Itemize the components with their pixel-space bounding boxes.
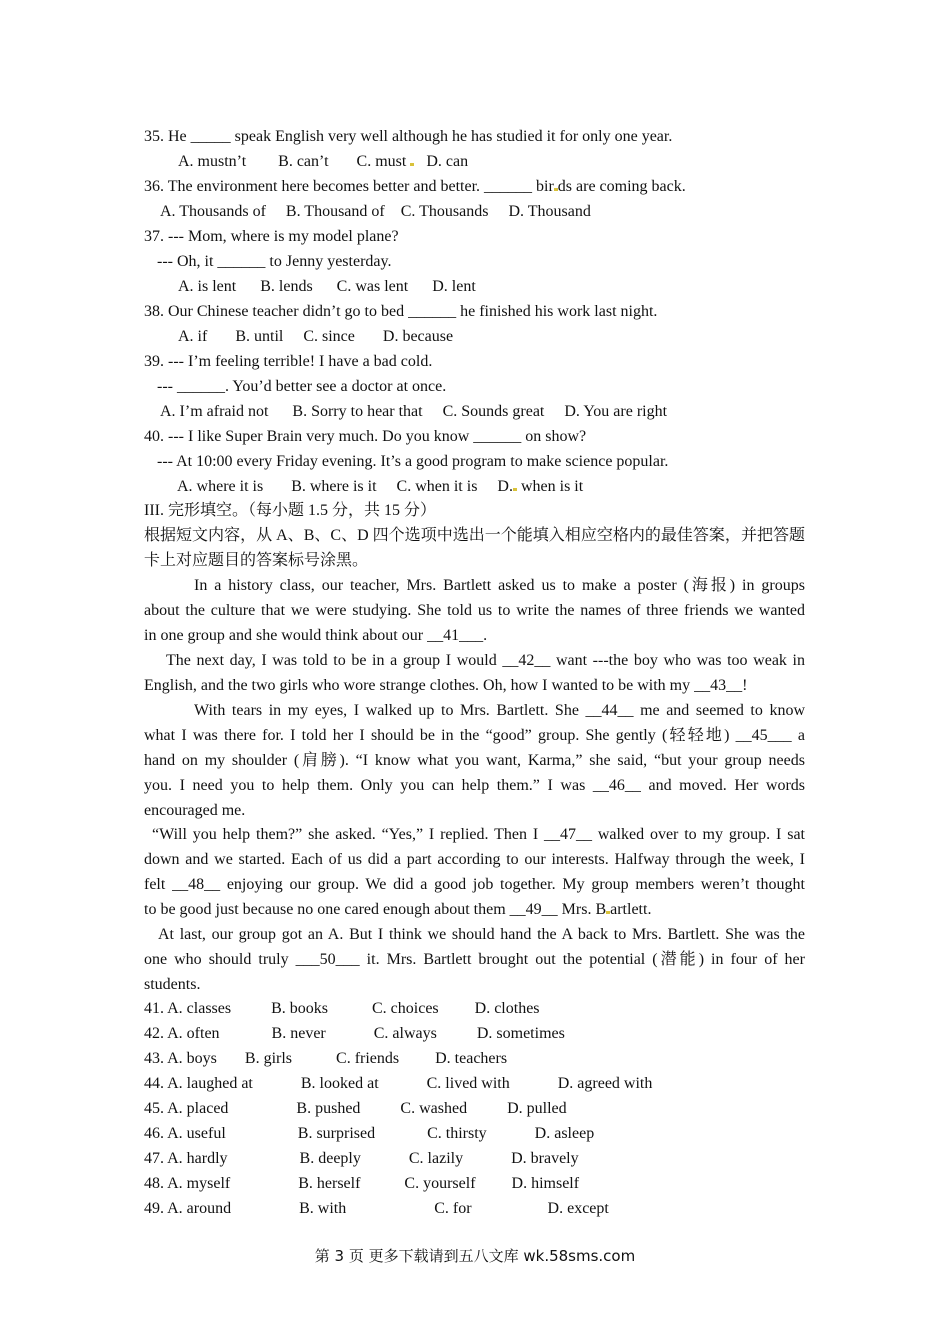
section-title: III. 完形填空。（每小题 1.5 分，共 15 分） bbox=[144, 502, 436, 519]
passage-line: one who should truly ___50___ it. Mrs. Bartlett brought out the potential (潜能) in four of her bbox=[144, 951, 805, 968]
question-37-options: A. is lent B. lends C. was lent D. lent bbox=[178, 278, 476, 295]
question-38-stem: 38. Our Chinese teacher didn’t go to bed ______ he finished his work last night. bbox=[144, 303, 658, 320]
passage-line: With tears in my eyes, I walked up to Mrs. Bartlett. She __44__ me and seemed to know bbox=[194, 702, 805, 719]
question-39-stem: 39. --- I’m feeling terrible! I have a bad cold. bbox=[144, 353, 433, 370]
choice-row-42: 42. A. often B. never C. always D. sometimes bbox=[144, 1025, 565, 1042]
choice-row-41: 41. A. classes B. books C. choices D. clothes bbox=[144, 1000, 540, 1017]
choice-row-45: 45. A. placed B. pushed C. washed D. pulled bbox=[144, 1100, 567, 1117]
question-40-reply: --- At 10:00 every Friday evening. It’s a good program to make science popular. bbox=[157, 453, 669, 470]
question-35-options: A. mustn’t B. can’t C. must D. can bbox=[178, 153, 469, 170]
question-37-stem: 37. --- Mom, where is my model plane? bbox=[144, 228, 399, 245]
page-footer: 第 3 页 更多下载请到五八文库 wk.58sms.com bbox=[314, 1247, 636, 1265]
passage-line: to be good just because no one cared enough about them __49__ Mrs. B artlett. bbox=[144, 901, 652, 918]
highlight-mark bbox=[410, 163, 414, 166]
passage-line: what I was there for. I told her I should be in the “good” group. She gently (轻轻地) __45___ a bbox=[144, 727, 805, 744]
question-39-reply: --- ______. You’d better see a doctor at once. bbox=[157, 378, 447, 395]
passage-line: hand on my shoulder (肩膀). “I know what you want, Karma,” she said, “but your group needs bbox=[144, 752, 805, 769]
choice-row-43: 43. A. boys B. girls C. friends D. teachers bbox=[144, 1050, 508, 1067]
passage-line: “Will you help them?” she asked. “Yes,” I replied. Then I __47__ walked over to my group. I sat bbox=[152, 826, 805, 843]
passage-line: felt __48__ enjoying our group. We did a good job together. My group members weren’t thought bbox=[144, 876, 805, 893]
question-39-options: A. I’m afraid not B. Sorry to hear that C. Sounds great D. You are right bbox=[160, 403, 668, 420]
section-instruction-line-1: 根据短文内容，从 A、B、C、D 四个选项中选出一个能填入相应空格内的最佳答案，并把答题 bbox=[144, 527, 805, 544]
choice-row-49: 49. A. around B. with C. for D. except bbox=[144, 1200, 609, 1217]
question-40-options: A. where it is B. where is it C. when it is D. when is it bbox=[177, 478, 584, 495]
section-instruction-line-2: 卡上对应题目的答案标号涂黑。 bbox=[144, 552, 369, 569]
passage-line: you. I need you to help them. Only you can help them.” I was __46__ and moved. Her words bbox=[144, 777, 805, 794]
question-40-stem: 40. --- I like Super Brain very much. Do you know ______ on show? bbox=[144, 428, 587, 445]
passage-line: students. bbox=[144, 976, 201, 993]
passage-line: encouraged me. bbox=[144, 802, 246, 819]
question-36-options: A. Thousands of B. Thousand of C. Thousands D. Thousand bbox=[160, 203, 591, 220]
passage-line: about the culture that we were studying. She told us to write the names of three friends we wanted bbox=[144, 602, 805, 619]
choice-row-44: 44. A. laughed at B. looked at C. lived with D. agreed with bbox=[144, 1075, 653, 1092]
passage-line: In a history class, our teacher, Mrs. Bartlett asked us to make a poster (海报) in groups bbox=[194, 577, 805, 594]
passage-line: At last, our group got an A. But I think we should hand the A back to Mrs. Bartlett. She was the bbox=[158, 926, 805, 943]
passage-line: English, and the two girls who wore strange clothes. Oh, how I wanted to be with my __43__! bbox=[144, 677, 748, 694]
passage-line: The next day, I was told to be in a group I would __42__ want ---the boy who was too weak in bbox=[166, 652, 805, 669]
question-37-reply: --- Oh, it ______ to Jenny yesterday. bbox=[157, 253, 392, 270]
question-38-options: A. if B. until C. since D. because bbox=[178, 328, 454, 345]
choice-row-48: 48. A. myself B. herself C. yourself D. himself bbox=[144, 1175, 580, 1192]
choice-row-46: 46. A. useful B. surprised C. thirsty D. asleep bbox=[144, 1125, 595, 1142]
passage-line: down and we started. Each of us did a part according to our interests. Halfway through the week, I bbox=[144, 851, 805, 868]
passage-line: in one group and she would think about our __41___. bbox=[144, 627, 488, 644]
choice-row-47: 47. A. hardly B. deeply C. lazily D. bravely bbox=[144, 1150, 579, 1167]
question-36-stem: 36. The environment here becomes better and better. ______ bir ds are coming back. bbox=[144, 178, 686, 195]
question-35-stem: 35. He _____ speak English very well although he has studied it for only one year. bbox=[144, 128, 673, 145]
